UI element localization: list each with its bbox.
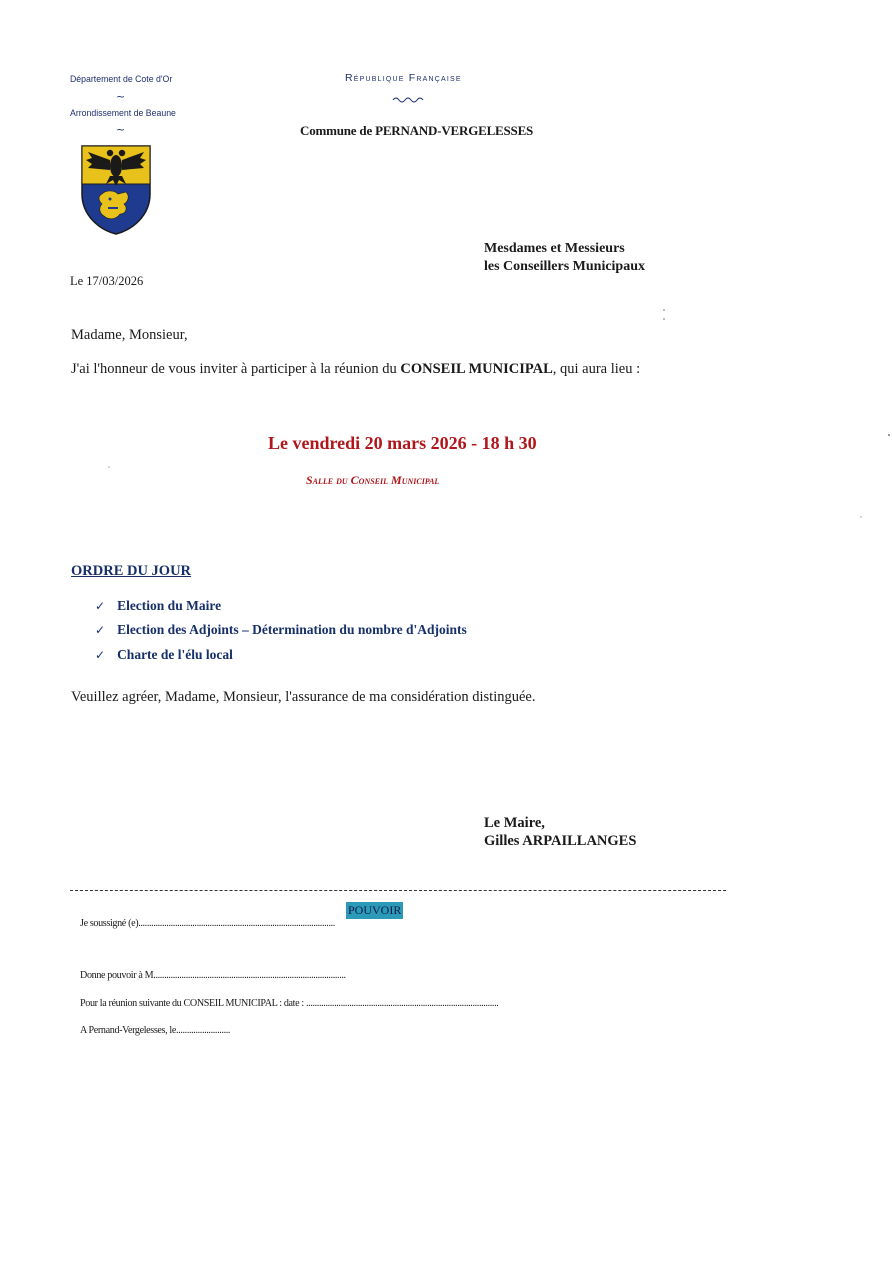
signature-title: Le Maire, bbox=[484, 815, 545, 831]
proxy-label: POUVOIR bbox=[348, 903, 402, 917]
agenda-title: ORDRE DU JOUR bbox=[71, 563, 192, 579]
checkmark-icon: ✓ bbox=[95, 648, 106, 662]
arrondissement-label: Arrondissement de Beaune bbox=[70, 108, 176, 119]
republic-label: République Française bbox=[345, 72, 462, 84]
commune-title: Commune de PERNAND-VERGELESSES bbox=[300, 123, 534, 138]
agenda-item-label: Charte de l'élu local bbox=[117, 647, 233, 662]
recipient-line-2: les Conseillers Municipaux bbox=[484, 259, 646, 274]
checkmark-icon: ✓ bbox=[95, 599, 106, 613]
signature-name: Gilles ARPAILLANGES bbox=[484, 833, 637, 849]
scan-speck bbox=[860, 516, 862, 518]
agenda-item-label: Election du Maire bbox=[117, 598, 222, 613]
closing-formula: Veuillez agréer, Madame, Monsieur, l'assurance de ma considération distinguée. bbox=[71, 689, 536, 705]
checkmark-icon: ✓ bbox=[95, 623, 106, 637]
department-label: Département de Cote d'Or bbox=[70, 74, 173, 85]
scan-speck bbox=[108, 466, 110, 468]
recipient-line-1: Mesdames et Messieurs bbox=[484, 241, 625, 256]
agenda-item bbox=[95, 647, 233, 663]
tilde-separator: ~ bbox=[116, 123, 126, 136]
proxy-signatory-line: Je soussigné (e)........................................................................................... bbox=[80, 917, 335, 929]
proxy-delegate-line: Donne pouvoir à M......................................................................................... bbox=[80, 969, 346, 981]
agenda-item bbox=[95, 622, 467, 638]
letter-date: Le 17/03/2026 bbox=[70, 274, 144, 288]
salutation: Madame, Monsieur, bbox=[71, 327, 188, 343]
meeting-datetime: Le vendredi 20 mars 2026 - 18 h 30 bbox=[268, 433, 537, 453]
tilde-separator: ~ bbox=[116, 90, 126, 103]
wave-ornament-icon bbox=[392, 95, 426, 103]
scan-speck bbox=[888, 434, 890, 436]
proxy-meeting-date-line: Pour la réunion suivante du CONSEIL MUNICIPAL : date : ......................................................................................... bbox=[80, 997, 499, 1009]
scan-speck bbox=[663, 309, 665, 311]
republic-ornament bbox=[392, 90, 426, 98]
scan-speck bbox=[663, 318, 665, 320]
coat-of-arms-icon bbox=[80, 144, 152, 236]
invitation-text bbox=[71, 361, 640, 378]
proxy-place-date-line: A Pernand-Vergelesses, le......................... bbox=[80, 1024, 231, 1036]
council-highlight: CONSEIL MUNICIPAL bbox=[400, 361, 553, 377]
cut-line-divider bbox=[70, 890, 726, 891]
agenda-item bbox=[95, 598, 221, 614]
meeting-venue: Salle du Conseil Municipal bbox=[306, 473, 440, 487]
invitation-after: , qui aura lieu : bbox=[552, 361, 641, 377]
invitation-before: J'ai l'honneur de vous inviter à participer à la réunion du bbox=[71, 361, 401, 377]
agenda-item-label: Election des Adjoints – Détermination du nombre d'Adjoints bbox=[117, 622, 467, 637]
